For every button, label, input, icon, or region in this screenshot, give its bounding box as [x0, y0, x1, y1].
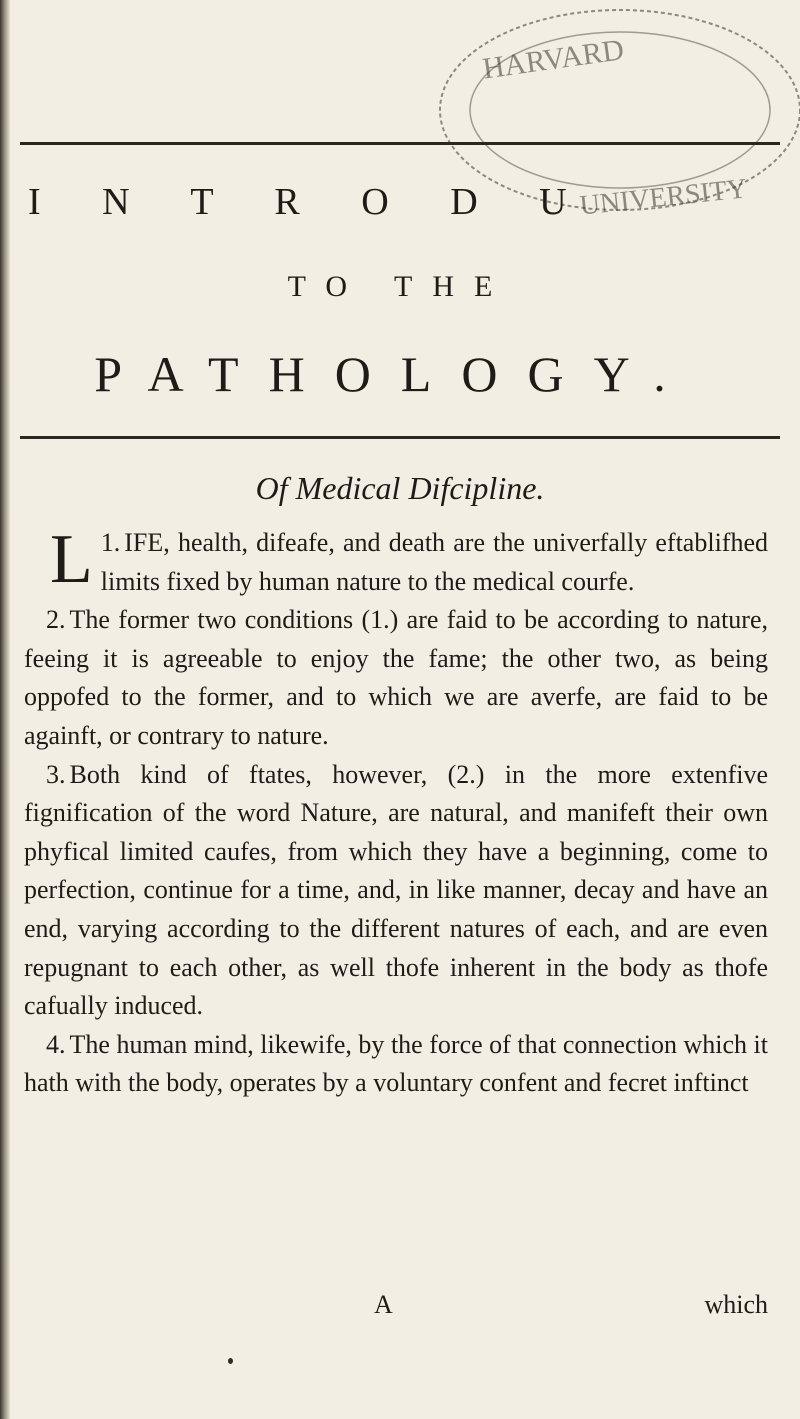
paragraph-text: The human mind, likewife, by the force of that connection which it hath with the body, operates by a voluntary confent and fecret inftinct	[24, 1029, 768, 1098]
top-rule	[20, 142, 780, 145]
paragraph-3	[24, 756, 768, 1026]
section-rule	[20, 436, 780, 439]
paragraph-2	[24, 601, 768, 755]
paragraph-number: 1.	[100, 528, 121, 557]
paragraph-text: Both kind of ftates, however, (2.) in the more extenfive fignification of the word Nature, are natural, and manifeft their own phyfical limited caufes, from which they have a beginning, come to perfection, continue for a time, and, in like manner, decay and have an end, varying according to the different natures of each, and are even repugnant to each other, as well thofe inherent in the body as thofe cafually induced.	[24, 759, 768, 1021]
heading-introduction: I N T R O D U	[28, 181, 593, 223]
page-binding-edge	[0, 0, 10, 1419]
paragraph-number: 3.	[46, 759, 66, 789]
body-text	[24, 521, 768, 1103]
section-subtitle: Of Medical Difcipline.	[255, 470, 545, 506]
catchword: which	[704, 1290, 768, 1319]
heading-pathology: PATHOLOGY.	[94, 346, 696, 402]
paragraph-text: IFE, health, difeafe, and death are the univerfally eftablifhed limits fixed by human nature to the medical courfe.	[100, 528, 768, 596]
paragraph-4	[24, 1026, 768, 1103]
paragraph-1	[24, 521, 768, 601]
ink-speck	[228, 1358, 233, 1364]
svg-text:UNIVERSITY: UNIVERSITY	[578, 173, 749, 222]
signature-mark: A	[374, 1290, 393, 1319]
drop-cap: L	[50, 521, 93, 598]
heading-to-the: TO THE	[287, 270, 513, 303]
paragraph-number: 2.	[46, 605, 66, 635]
svg-text:HARVARD: HARVARD	[480, 33, 626, 86]
paragraph-number: 4.	[46, 1029, 66, 1059]
paragraph-text: The former two conditions (1.) are faid to be according to nature, feeing it is agreeable to enjoy the fame; the other two, as being oppofed to the former, and to which we are averfe, are faid to be againft, or contrary to nature.	[24, 605, 768, 750]
